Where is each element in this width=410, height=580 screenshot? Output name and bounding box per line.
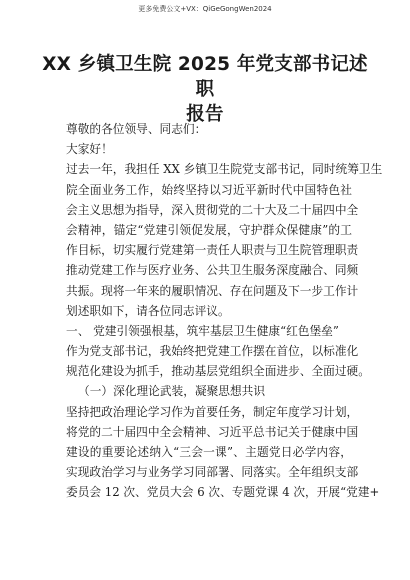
intro-line: 过去一年，我担任 XX 乡镇卫生院党支部书记，同时统筹卫生 <box>66 162 383 177</box>
intro-line: 院全面业务工作，始终坚持以习近平新时代中国特色社 <box>66 182 352 197</box>
intro-line: 划述职如下，请各位同志评议。 <box>66 303 230 318</box>
intro-line: 推动党建工作与医疗业务、公共卫生服务深度融合、同频 <box>66 263 359 278</box>
section-line: 作为党支部书记，我始终把党建工作摆在首位，以标准化 <box>66 344 359 359</box>
section-line: 规范化建设为抓手，推动基层党组织全面进步、全面过硬。 <box>66 364 370 379</box>
intro-line: 会精神，锚定“党建引领促发展，守护群众保健康”的工 <box>66 222 352 237</box>
intro-line: 会主义思想为指导，深入贯彻党的二十大及二十届四中全 <box>66 202 359 217</box>
subsection-line: 坚持把政治理论学习作为首要任务，制定年度学习计划， <box>66 404 359 419</box>
subsection-line: 将党的二十届四中全会精神、习近平总书记关于健康中国 <box>66 424 359 439</box>
salutation: 尊敬的各位领导、同志们： <box>66 122 207 136</box>
title-line-1: XX 乡镇卫生院 2025 年党支部书记述职 <box>42 54 368 100</box>
document-title <box>40 52 370 127</box>
intro-line: 共振。现将一年来的履职情况、存在问题及下一步工作计 <box>66 283 359 298</box>
document-body <box>66 119 383 503</box>
subsection-line: 建设的重要论述纳入“三会一课”、主题党日必学内容， <box>66 445 352 459</box>
section-heading-1: 一、 党建引领强根基，筑牢基层卫生健康“红色堡垒” <box>66 323 339 338</box>
subsection-line: 委员会 12 次、党员大会 6 次、专题党课 4 次，开展“党建+ <box>66 485 380 500</box>
intro-line: 作目标，切实履行党建第一责任人职责与卫生院管理职责 <box>66 243 359 258</box>
subsection-heading-1: （一）深化理论武装，凝聚思想共识 <box>78 384 266 399</box>
subsection-line: 实现政治学习与业务学习同部署、同落实。全年组织支部 <box>66 465 359 480</box>
page-header: 更多免费公文+VX：QiGeGongWen2024 <box>138 5 272 13</box>
greeting: 大家好！ <box>66 142 113 157</box>
title-line-2: 报告 <box>186 104 224 125</box>
